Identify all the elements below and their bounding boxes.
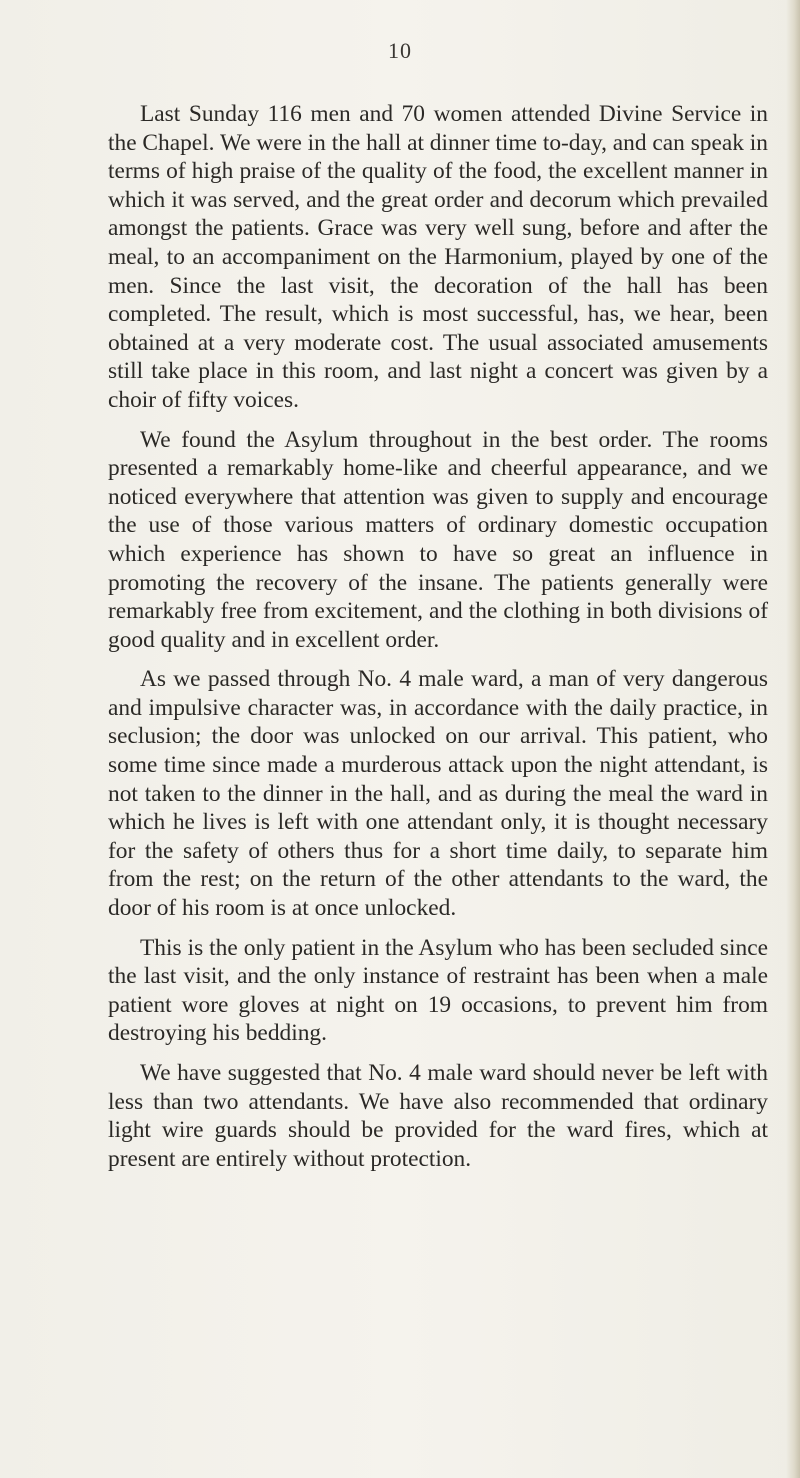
paragraph-recommendations: We have suggested that No. 4 male ward should never be left with less than two attendants. We have also recommended that ordinary light wire guards should be provided for the ward fires, which at present are entirely without protection. [108,1060,768,1172]
paragraph-ward-seclusion: As we passed through No. 4 male ward, a man of very dangerous and impulsive character was, in accordance with the daily practice, in seclusion; the door was unlocked on our arrival. This patient, who some time since made a murderous attack upon the night attendant, is not taken to the dinner in the hall, and as during the meal the ward in which he lives is left with one attendant only, it is thought necessary for the safety of others thus for a short time daily, to separate him from the rest; on the return of the other attendants to the ward, the door of his room is at once unlocked. [108,666,768,922]
paragraph-chapel-and-dinner: Last Sunday 116 men and 70 women attended Divine Service in the Chapel. We were in the hall at dinner time to-day, and can speak in terms of high praise of the quality of the food, the excellent manner in which it was served, and the great order and decorum which prevailed amongst the patients. Grace was very well sung, before and after the meal, to an accompaniment on the Harmonium, played by one of the men. Since the last visit, the decoration of the hall has been completed. The result, which is most successful, has, we hear, been obtained at a very moderate cost. The usual associated amusements still take place in this room, and last night a concert was given by a choir of fifty voices. [108,101,768,413]
page-edge-shadow [786,0,800,1478]
paragraph-restraint: This is the only patient in the Asylum who has been secluded since the last visit, and the only instance of restraint has been when a male patient wore gloves at night on 19 occasions, to prevent him from destroying his bedding. [108,934,768,1047]
page-number: 10 [388,38,412,63]
body-text [108,100,768,1184]
paragraph-asylum-order: We found the Asylum throughout in the best order. The rooms presented a remarkably home-like and cheerful appearance, and we noticed everywhere that attention was given to supply and encourage the use of those various matters of ordinary domestic occupation which experience has shown to have so great an influence in promoting the recovery of the insane. The patients generally were remarkably free from excitement, and the clothing in both divisions of good quality and in excellent order. [108,426,768,653]
